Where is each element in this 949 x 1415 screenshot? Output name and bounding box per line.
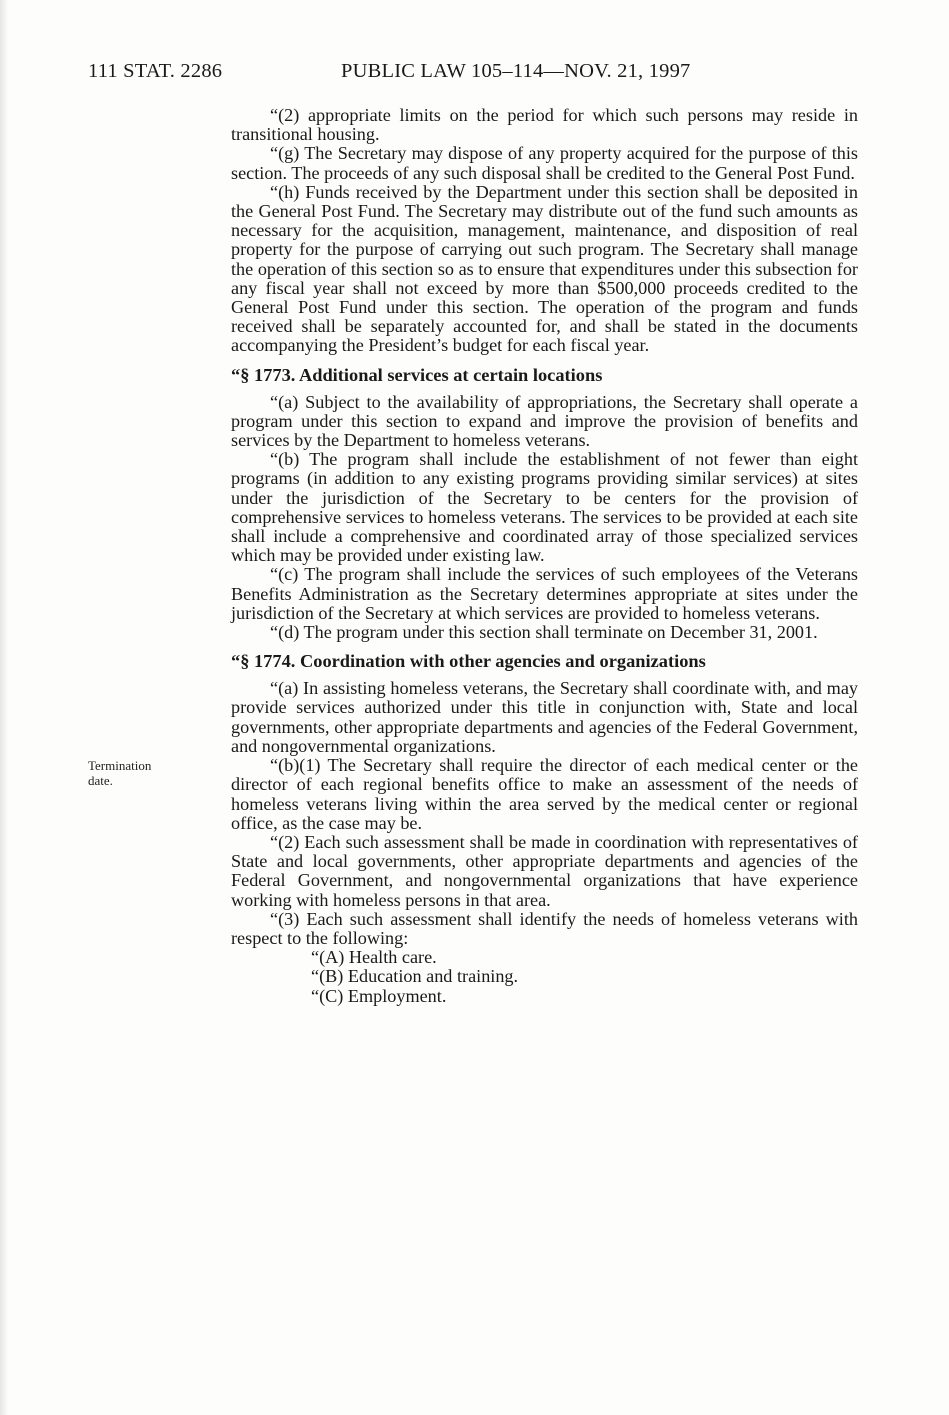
section-heading-1773: “§ 1773. Additional services at certain locations <box>231 364 603 385</box>
paragraph-1773-a: “(a) Subject to the availability of appropriations, the Secretary shall operate a program under this section to expand and improve the provision of benefits and services by the Department to homeless veterans. <box>231 391 858 451</box>
margin-note-line: date. <box>88 773 113 788</box>
public-law-citation: PUBLIC LAW 105–114—NOV. 21, 1997 <box>341 60 691 82</box>
paragraph-1774-a: “(a) In assisting homeless veterans, the Secretary shall coordinate with, and may provide services authorized under this title in conjunction with, State and local governments, other appropriate departments and agencies of the Federal Government, and nongovernmental organizations. <box>231 678 858 756</box>
body-text <box>231 106 858 1006</box>
margin-note-line: Termination <box>88 758 152 773</box>
paragraph-1773-d: “(d) The program under this section shall terminate on December 31, 2001. <box>270 622 818 643</box>
statute-page-number: 111 STAT. 2286 <box>88 60 223 82</box>
list-item-employment: “(C) Employment. <box>311 985 447 1006</box>
scan-edge <box>0 0 8 1415</box>
paragraph-g: “(g) The Secretary may dispose of any property acquired for the purpose of this section. The proceeds of any such disposal shall be credited to the General Post Fund. <box>231 143 858 183</box>
paragraph-1774-b-3: “(3) Each such assessment shall identify the needs of homeless veterans with respect to the following: <box>231 908 858 948</box>
section-heading-1774: “§ 1774. Coordination with other agencies and organizations <box>231 651 706 672</box>
paragraph-1774-b-2: “(2) Each such assessment shall be made in coordination with representatives of State and local governments, other appropriate departments and agencies of the Federal Government, and nongovernmental organizations that have experience working with homeless persons in that area. <box>231 831 858 910</box>
margin-note-termination-date <box>88 758 151 788</box>
paragraph-1773-b: “(b) The program shall include the establishment of not fewer than eight programs (in addition to any existing programs providing similar services) at sites under the jurisdiction of the Secretary to be centers for the provision of comprehensive services to homeless veterans. The services to be provided at each site shall include a comprehensive and coordinated array of those specialized services which may be provided under existing law. <box>231 449 858 566</box>
paragraph-h: “(h) Funds received by the Department under this section shall be deposited in the General Post Fund. The Secretary may distribute out of the fund such amounts as necessary for the acquisition, management, maintenance, and disposition of real property for the purpose of carrying out such program. The Secretary shall manage the operation of this section so as to ensure that expenditures under this subsection for any fiscal year shall not exceed by more than $500,000 proceeds credited to the General Post Fund under this section. The operation of the program and funds received shall be separately accounted for, and shall be stated in the documents accompanying the President’s budget for each fiscal year. <box>231 181 858 356</box>
list-item-health-care: “(A) Health care. <box>311 947 437 968</box>
paragraph-1774-b-1: “(b)(1) The Secretary shall require the director of each medical center or the director of each regional benefits office to make an assessment of the needs of homeless veterans living within the area served by the medical center or regional office, as the case may be. <box>231 755 858 833</box>
list-item-education: “(B) Education and training. <box>311 966 519 987</box>
paragraph-f-2: “(2) appropriate limits on the period for which such persons may reside in transitional housing. <box>231 105 858 145</box>
paragraph-1773-c: “(c) The program shall include the services of such employees of the Veterans Benefits Administration as the Secretary determines appropriate at sites under the jurisdiction of the Secretary at which services are provided to homeless veterans. <box>231 564 858 623</box>
